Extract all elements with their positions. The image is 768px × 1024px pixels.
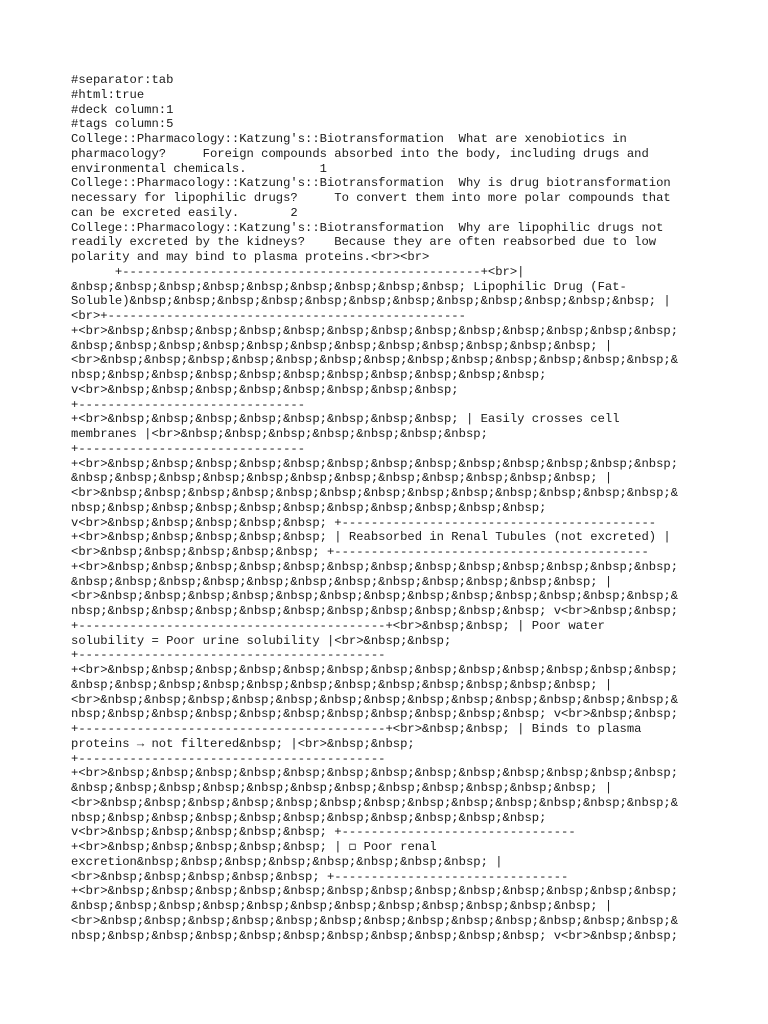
text-line: <br>&nbsp;&nbsp;&nbsp;&nbsp;&nbsp; +-------------------------------- [71, 869, 569, 884]
text-line: nbsp;&nbsp;&nbsp;&nbsp;&nbsp;&nbsp;&nbsp;&nbsp;&nbsp;&nbsp;&nbsp; [71, 368, 547, 382]
text-line: +<br>&nbsp;&nbsp;&nbsp;&nbsp;&nbsp;&nbsp;&nbsp;&nbsp;&nbsp;&nbsp;&nbsp;&nbsp;&nbsp; [71, 884, 679, 899]
text-line: #tags column:5 [71, 117, 174, 132]
text-line: solubility = Poor urine solubility |<br>&nbsp;&nbsp; [71, 633, 452, 648]
text-line: nbsp;&nbsp;&nbsp;&nbsp;&nbsp;&nbsp;&nbsp;&nbsp;&nbsp;&nbsp;&nbsp; [71, 810, 547, 825]
text-line: <br>+------------------------------------------------- [71, 309, 466, 323]
text-line: <br>&nbsp;&nbsp;&nbsp;&nbsp;&nbsp;&nbsp;&nbsp;&nbsp;&nbsp;&nbsp;&nbsp;&nbsp;&nbsp;& [71, 913, 679, 928]
text-line: v<br>&nbsp;&nbsp;&nbsp;&nbsp;&nbsp; +------------------------------------------- [71, 515, 657, 530]
text-line: <br>&nbsp;&nbsp;&nbsp;&nbsp;&nbsp;&nbsp;&nbsp;&nbsp;&nbsp;&nbsp;&nbsp;&nbsp;&nbsp;& [71, 486, 679, 500]
text-line: +<br>&nbsp;&nbsp;&nbsp;&nbsp;&nbsp; | ◻ Poor renal [71, 840, 437, 854]
text-line: &nbsp;&nbsp;&nbsp;&nbsp;&nbsp;&nbsp;&nbsp;&nbsp;&nbsp;&nbsp;&nbsp;&nbsp; | [71, 574, 613, 589]
text-line: +<br>&nbsp;&nbsp;&nbsp;&nbsp;&nbsp;&nbsp;&nbsp;&nbsp;&nbsp;&nbsp;&nbsp;&nbsp;&nbsp; [71, 323, 679, 338]
text-line: can be excreted easily. 2 [71, 205, 298, 220]
text-line: +<br>&nbsp;&nbsp;&nbsp;&nbsp;&nbsp;&nbsp;&nbsp;&nbsp;&nbsp;&nbsp;&nbsp;&nbsp;&nbsp; [71, 456, 679, 471]
text-line: +<br>&nbsp;&nbsp;&nbsp;&nbsp;&nbsp;&nbsp;&nbsp;&nbsp; | Easily crosses cell [71, 412, 620, 427]
text-line: +------------------------------- [71, 441, 306, 456]
text-line: nbsp;&nbsp;&nbsp;&nbsp;&nbsp;&nbsp;&nbsp;&nbsp;&nbsp;&nbsp;&nbsp; [71, 500, 547, 515]
text-line: +------------------------------- [71, 397, 306, 412]
text-line: proteins → not filtered&nbsp; |<br>&nbsp;&nbsp; [71, 736, 415, 751]
text-line: College::Pharmacology::Katzung's::Biotransformation Why is drug biotransformation [71, 176, 671, 191]
text-line: +<br>&nbsp;&nbsp;&nbsp;&nbsp;&nbsp;&nbsp;&nbsp;&nbsp;&nbsp;&nbsp;&nbsp;&nbsp;&nbsp; [71, 559, 679, 574]
text-line: College::Pharmacology::Katzung's::Biotransformation What are xenobiotics in [71, 132, 627, 146]
text-line: excretion&nbsp;&nbsp;&nbsp;&nbsp;&nbsp;&nbsp;&nbsp;&nbsp; | [71, 854, 503, 869]
text-line: nbsp;&nbsp;&nbsp;&nbsp;&nbsp;&nbsp;&nbsp;&nbsp;&nbsp;&nbsp;&nbsp; v<br>&nbsp;&nbsp; [71, 604, 679, 618]
text-line: College::Pharmacology::Katzung's::Biotransformation Why are lipophilic drugs not [71, 220, 664, 235]
text-line: polarity and may bind to plasma proteins.<br><br> [71, 250, 430, 264]
text-line: #separator:tab [71, 73, 174, 87]
text-line: &nbsp;&nbsp;&nbsp;&nbsp;&nbsp;&nbsp;&nbsp;&nbsp;&nbsp;&nbsp;&nbsp;&nbsp; | [71, 338, 613, 353]
text-line: +------------------------------------------ [71, 751, 386, 766]
text-line: +------------------------------------------+<br>&nbsp;&nbsp; | Poor water [71, 618, 605, 633]
text-line: v<br>&nbsp;&nbsp;&nbsp;&nbsp;&nbsp; +-------------------------------- [71, 825, 576, 840]
text-line: +<br>&nbsp;&nbsp;&nbsp;&nbsp;&nbsp;&nbsp;&nbsp;&nbsp;&nbsp;&nbsp;&nbsp;&nbsp;&nbsp; [71, 766, 679, 781]
text-line: membranes |<br>&nbsp;&nbsp;&nbsp;&nbsp;&nbsp;&nbsp;&nbsp; [71, 427, 488, 441]
text-line: +------------------------------------------ [71, 648, 386, 663]
text-line: &nbsp;&nbsp;&nbsp;&nbsp;&nbsp;&nbsp;&nbsp;&nbsp;&nbsp;&nbsp;&nbsp;&nbsp; | [71, 899, 613, 913]
text-line: <br>&nbsp;&nbsp;&nbsp;&nbsp;&nbsp;&nbsp;&nbsp;&nbsp;&nbsp;&nbsp;&nbsp;&nbsp;&nbsp;& [71, 589, 679, 604]
text-line: +<br>&nbsp;&nbsp;&nbsp;&nbsp;&nbsp;&nbsp;&nbsp;&nbsp;&nbsp;&nbsp;&nbsp;&nbsp;&nbsp; [71, 663, 679, 677]
text-line: v<br>&nbsp;&nbsp;&nbsp;&nbsp;&nbsp;&nbsp;&nbsp;&nbsp; [71, 382, 459, 397]
text-line: &nbsp;&nbsp;&nbsp;&nbsp;&nbsp;&nbsp;&nbsp;&nbsp;&nbsp;&nbsp;&nbsp;&nbsp; | [71, 471, 613, 486]
text-line: &nbsp;&nbsp;&nbsp;&nbsp;&nbsp;&nbsp;&nbsp;&nbsp;&nbsp;&nbsp;&nbsp;&nbsp; | [71, 781, 613, 795]
text-line: readily excreted by the kidneys? Because they are often reabsorbed due to low [71, 235, 657, 250]
text-line: +------------------------------------------+<br>&nbsp;&nbsp; | Binds to plasma [71, 722, 642, 736]
text-line: <br>&nbsp;&nbsp;&nbsp;&nbsp;&nbsp;&nbsp;&nbsp;&nbsp;&nbsp;&nbsp;&nbsp;&nbsp;&nbsp;& [71, 692, 679, 707]
text-line: #deck column:1 [71, 102, 174, 117]
text-line: environmental chemicals. 1 [71, 161, 327, 176]
text-line: <br>&nbsp;&nbsp;&nbsp;&nbsp;&nbsp; +------------------------------------------- [71, 545, 649, 559]
document-text [71, 73, 711, 943]
text-line: Soluble)&nbsp;&nbsp;&nbsp;&nbsp;&nbsp;&nbsp;&nbsp;&nbsp;&nbsp;&nbsp;&nbsp;&nbsp; | [71, 294, 671, 309]
text-line: necessary for lipophilic drugs? To convert them into more polar compounds that [71, 191, 671, 205]
text-line: nbsp;&nbsp;&nbsp;&nbsp;&nbsp;&nbsp;&nbsp;&nbsp;&nbsp;&nbsp;&nbsp; v<br>&nbsp;&nbsp; [71, 928, 679, 943]
text-line: #html:true [71, 87, 145, 102]
text-line: &nbsp;&nbsp;&nbsp;&nbsp;&nbsp;&nbsp;&nbsp;&nbsp;&nbsp; Lipophilic Drug (Fat- [71, 279, 627, 294]
text-line: +<br>&nbsp;&nbsp;&nbsp;&nbsp;&nbsp; | Reabsorbed in Renal Tubules (not excreted) | [71, 530, 671, 545]
text-line: nbsp;&nbsp;&nbsp;&nbsp;&nbsp;&nbsp;&nbsp;&nbsp;&nbsp;&nbsp;&nbsp; v<br>&nbsp;&nbsp; [71, 707, 679, 722]
text-line: pharmacology? Foreign compounds absorbed into the body, including drugs and [71, 146, 649, 161]
text-line: +-------------------------------------------------+<br>| [71, 264, 525, 279]
text-line: <br>&nbsp;&nbsp;&nbsp;&nbsp;&nbsp;&nbsp;&nbsp;&nbsp;&nbsp;&nbsp;&nbsp;&nbsp;&nbsp;& [71, 353, 679, 368]
text-line: <br>&nbsp;&nbsp;&nbsp;&nbsp;&nbsp;&nbsp;&nbsp;&nbsp;&nbsp;&nbsp;&nbsp;&nbsp;&nbsp;& [71, 795, 679, 810]
text-line: &nbsp;&nbsp;&nbsp;&nbsp;&nbsp;&nbsp;&nbsp;&nbsp;&nbsp;&nbsp;&nbsp;&nbsp; | [71, 677, 613, 692]
